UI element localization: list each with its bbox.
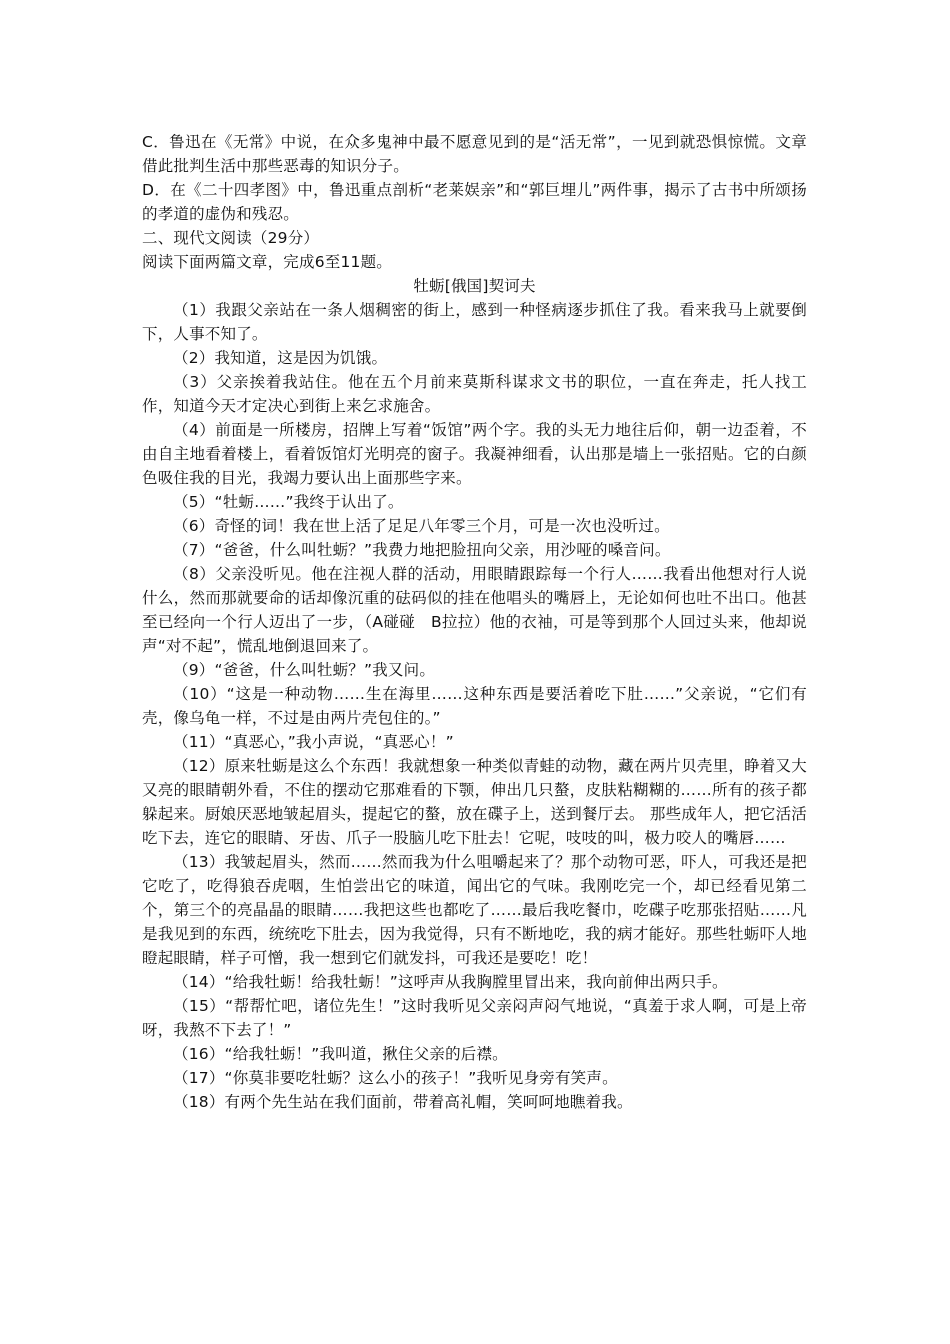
- paragraph-15: （15）“帮帮忙吧，诸位先生！”这时我听见父亲闷声闷气地说，“真羞于求人啊，可是上帝呀，我熬不下去了！”: [142, 997, 807, 1039]
- paragraph-1: （1）我跟父亲站在一条人烟稠密的街上，感到一种怪病逐步抓住了我。看来我马上就要倒下，人事不知了。: [142, 301, 807, 343]
- paragraph-16: （16）“给我牡蛎！”我叫道，揪住父亲的后襟。: [173, 1045, 508, 1063]
- paragraph-14: （14）“给我牡蛎！给我牡蛎！”这呼声从我胸膛里冒出来，我向前伸出两只手。: [173, 973, 728, 991]
- paragraph-2: （2）我知道，这是因为饥饿。: [173, 349, 388, 367]
- paragraph-6: （6）奇怪的词！我在世上活了足足八年零三个月，可是一次也没听过。: [173, 517, 670, 535]
- option-c: C．鲁迅在《无常》中说，在众多鬼神中最不愿意见到的是“活无常”，一见到就恐惧惊慌。文章借此批判生活中那些恶毒的知识分子。: [142, 133, 807, 175]
- article-title: 牡蛎[俄国]契诃夫: [413, 277, 536, 295]
- paragraph-8: （8）父亲没听见。他在注视人群的活动，用眼睛跟踪每一个行人……我看出他想对行人说什么，然而那就要命的话却像沉重的砝码似的挂在他唱头的嘴唇上，无论如何也吐不出口。他甚至已经向一个行人迈出了一步，（A碰碰 B拉拉）他的衣袖，可是等到那个人回过头来，他却说声“对不起”，慌乱地倒退回来了。: [142, 565, 807, 655]
- paragraph-12: （12）原来牡蛎是这么个东西！我就想象一种类似青蛙的动物，藏在两片贝壳里，睁着又大又亮的眼睛朝外看，不住的摆动它那难看的下颚，伸出几只螯，皮肤粘糊糊的……所有的孩子都躲起来。厨娘厌恶地皱起眉头，提起它的螯，放在碟子上，送到餐厅去。 那些成年人，把它活活吃下去，连它的眼睛、牙齿、爪子一股脑儿吃下肚去！它呢，吱吱的叫，极力咬人的嘴唇……: [142, 757, 807, 847]
- paragraph-17: （17）“你莫非要吃牡蛎？这么小的孩子！”我听见身旁有笑声。: [173, 1069, 618, 1087]
- paragraph-13: （13）我皱起眉头，然而……然而我为什么咀嚼起来了？那个动物可恶，吓人，可我还是把它吃了，吃得狼吞虎咽，生怕尝出它的味道，闻出它的气味。我刚吃完一个，却已经看见第二个，第三个的亮晶晶的眼睛……我把这些也都吃了……最后我吃餐巾，吃碟子吃那张招贴……凡是我见到的东西，统统吃下肚去，因为我觉得，只有不断地吃，我的病才能好。那些牡蛎吓人地瞪起眼睛，样子可憎，我一想到它们就发抖，可我还是要吃！吃！: [142, 853, 807, 967]
- option-d: D．在《二十四孝图》中，鲁迅重点剖析“老莱娱亲”和“郭巨埋儿”两件事，揭示了古书中所颂扬的孝道的虚伪和残忍。: [142, 181, 807, 223]
- document-content: [142, 130, 807, 1114]
- section-heading: 二、现代文阅读（29分）: [142, 229, 320, 247]
- paragraph-5: （5）“牡蛎……”我终于认出了。: [173, 493, 404, 511]
- paragraph-18: （18）有两个先生站在我们面前，带着高礼帽，笑呵呵地瞧着我。: [173, 1093, 633, 1111]
- paragraph-7: （7）“爸爸，什么叫牡蛎？”我费力地把脸扭向父亲，用沙哑的嗓音问。: [173, 541, 671, 559]
- section-instruction: 阅读下面两篇文章，完成6至11题。: [142, 253, 392, 271]
- paragraph-4: （4）前面是一所楼房，招牌上写着“饭馆”两个字。我的头无力地往后仰，朝一边歪着，不由自主地看着楼上，看着饭馆灯光明亮的窗子。我凝神细看，认出那是墙上一张招贴。它的白颜色吸住我的目光，我竭力要认出上面那些字来。: [142, 421, 807, 487]
- paragraph-9: （9）“爸爸，什么叫牡蛎？”我又问。: [173, 661, 436, 679]
- paragraph-10: （10）“这是一种动物……生在海里……这种东西是要活着吃下肚……”父亲说，“它们有壳，像乌龟一样，不过是由两片壳包住的。”: [142, 685, 807, 727]
- paragraph-11: （11）“真恶心，”我小声说，“真恶心！”: [173, 733, 454, 751]
- paragraph-3: （3）父亲挨着我站住。他在五个月前来莫斯科谋求文书的职位，一直在奔走，托人找工作，知道今天才定决心到街上来乞求施舍。: [142, 373, 807, 415]
